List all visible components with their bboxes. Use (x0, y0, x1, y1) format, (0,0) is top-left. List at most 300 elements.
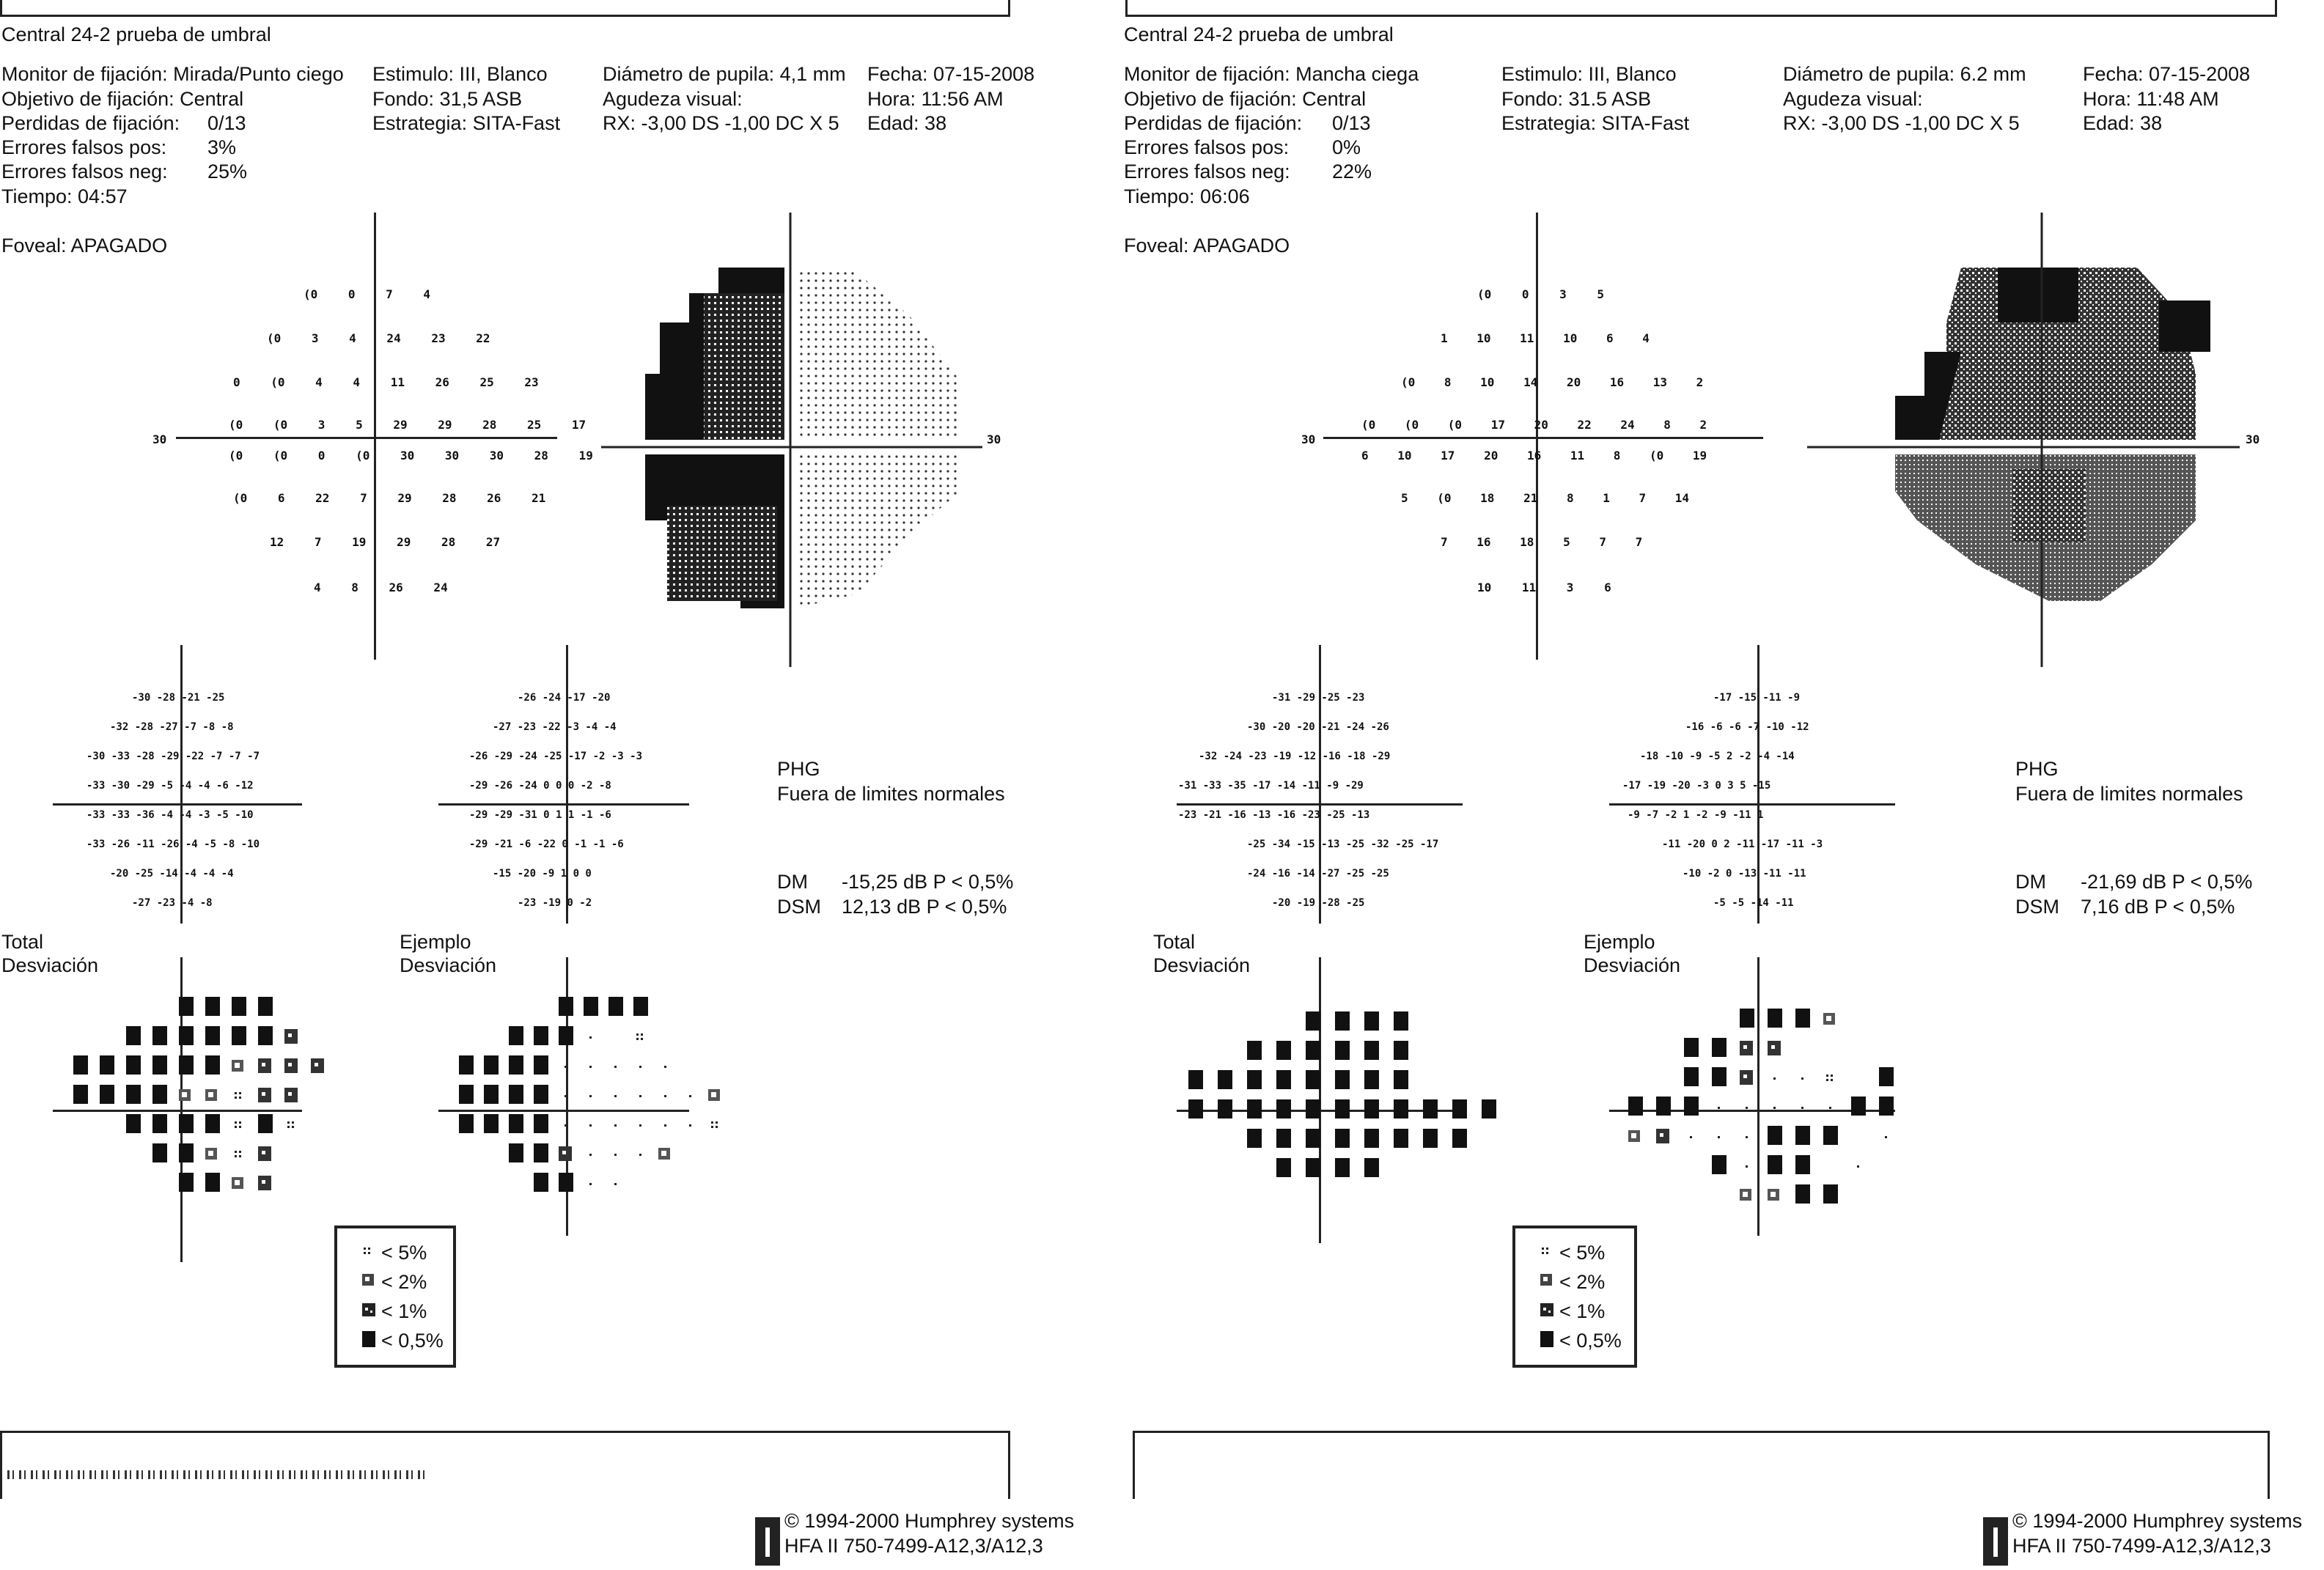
dm-label: DM (2015, 871, 2046, 893)
probability-symbol (689, 1124, 691, 1127)
probability-symbol (1746, 1136, 1748, 1138)
probability-symbol (509, 1114, 523, 1133)
right-report (1124, 0, 2324, 1570)
probability-symbol (658, 1148, 670, 1160)
total-dev-row: -30 -33 -28 -29 -22 -7 -7 -7 (87, 751, 260, 762)
probability-symbol (639, 1154, 641, 1156)
legend-symbols (1540, 1245, 1556, 1355)
probability-symbol (1795, 1155, 1810, 1174)
legend-symbol-2pct (362, 1274, 374, 1286)
probability-symbol (235, 1151, 241, 1157)
rx: RX: -3,00 DS -1,00 DC X 5 (1783, 112, 2020, 134)
bottom-frame (1133, 1431, 2270, 1499)
probability-symbol (639, 1095, 641, 1097)
threshold-row: 12 7 19 29 28 27 (270, 535, 501, 549)
probability-symbol (1823, 1184, 1838, 1204)
signature-scribble (7, 1470, 425, 1479)
total-dev-label: Desviación (1153, 954, 1251, 976)
probability-symbol (205, 997, 220, 1016)
threshold-row: (0 6 22 7 29 28 26 21 (233, 491, 546, 505)
probability-symbol (205, 1026, 220, 1045)
model-number: HFA II 750-7499-A12,3/A12,3 (784, 1535, 1043, 1557)
pattern-dev-label: Desviación (1584, 954, 1681, 976)
dsm-label: DSM (777, 896, 821, 918)
test-duration: Tiempo: 06:06 (1124, 185, 1250, 207)
probability-symbol (1306, 1041, 1320, 1060)
probability-symbol (509, 1055, 523, 1075)
probability-symbol (509, 1026, 523, 1045)
probability-symbol (126, 1085, 141, 1104)
probability-symbol (614, 1183, 617, 1185)
phg-result: Fuera de limites normales (2015, 783, 2243, 805)
probability-symbol (1394, 1129, 1408, 1148)
probability-symbol (1306, 1070, 1320, 1089)
threshold-row: (0 3 4 24 23 22 (267, 331, 490, 345)
legend-05pct: < 0,5% (1559, 1330, 1622, 1352)
legend-2pct: < 2% (1559, 1271, 1606, 1293)
axis-30-label: 30 (2246, 432, 2260, 446)
probability-symbol (1394, 1099, 1408, 1118)
probability-symbol (179, 1089, 191, 1101)
probability-symbol (459, 1114, 474, 1133)
pattern-deviation-probability-plot (1628, 1009, 1907, 1243)
probability-symbol (708, 1089, 720, 1101)
visual-acuity: Agudeza visual: (1783, 88, 1923, 110)
fixation-target: Objetivo de fijación: Central (1124, 88, 1367, 110)
probability-symbol (284, 1029, 298, 1044)
legend-symbols (362, 1245, 378, 1355)
probability-symbol (1879, 1097, 1894, 1116)
pattern-deviation-probability-plot (459, 997, 708, 1231)
fixation-losses-label: Perdidas de fijación: (1124, 112, 1303, 134)
probability-symbol (1276, 1041, 1291, 1060)
probability-symbol (287, 1121, 294, 1128)
pattern-dev-row: -17 -15 -11 -9 (1713, 692, 1801, 704)
foveal-status: Foveal: APAGADO (1124, 235, 1290, 257)
total-dev-row: -27 -23 -4 -8 (132, 897, 213, 909)
probability-symbol (1712, 1067, 1727, 1086)
axis-30-label: 30 (987, 432, 1001, 446)
probability-symbol (232, 1026, 246, 1045)
probability-symbol (534, 1173, 548, 1192)
probability-symbol (534, 1114, 548, 1133)
total-dev-row: -31 -29 -25 -23 (1272, 692, 1365, 704)
probability-symbol (1394, 1041, 1408, 1060)
threshold-row: (0 (0 0 (0 30 30 30 28 19 (229, 449, 593, 462)
rx: RX: -3,00 DS -1,00 DC X 5 (603, 112, 839, 134)
probability-symbol (1795, 1184, 1810, 1204)
background: Fondo: 31,5 ASB (372, 88, 523, 110)
probability-symbol (534, 1143, 548, 1162)
copyright: © 1994-2000 Humphrey systems (2012, 1510, 2303, 1532)
probability-symbol (1482, 1099, 1496, 1118)
dsm-label: DSM (2015, 896, 2059, 918)
dm-value: -15,25 dB P < 0,5% (842, 871, 1014, 893)
legend-05pct: < 0,5% (381, 1330, 444, 1352)
probability-symbol (1768, 1041, 1781, 1055)
fixation-losses-label: Perdidas de fijación: (1, 112, 180, 134)
probability-symbol (1768, 1126, 1782, 1145)
threshold-row: 1 10 11 10 6 4 (1441, 331, 1650, 345)
dsm-value: 12,13 dB P < 0,5% (842, 896, 1007, 918)
probability-symbol (608, 997, 623, 1016)
pattern-dev-row: -16 -6 -6 -7 -10 -12 (1685, 721, 1809, 733)
false-neg-value: 22% (1332, 161, 1372, 183)
time: Hora: 11:56 AM (867, 88, 1004, 110)
total-dev-row: -33 -26 -11 -26 -4 -5 -8 -10 (87, 839, 260, 850)
probability-symbol (1335, 1041, 1350, 1060)
probability-symbol (205, 1055, 220, 1075)
total-deviation-probability-plot (73, 997, 323, 1231)
pattern-dev-row: -29 -29 -31 0 1 1 -1 -6 (469, 809, 611, 821)
pattern-dev-row: -29 -21 -6 -22 0 -1 -1 -6 (469, 839, 624, 850)
total-label: Total (1, 931, 44, 953)
total-dev-row: -24 -16 -14 -27 -25 -25 (1247, 868, 1389, 880)
stimulus: Estimulo: III, Blanco (1501, 63, 1677, 85)
probability-symbol (664, 1066, 666, 1068)
age: Edad: 38 (2083, 112, 2163, 134)
probability-symbol (633, 997, 648, 1016)
probability-symbol (232, 1060, 243, 1072)
test-duration: Tiempo: 04:57 (1, 185, 128, 207)
probability-symbol (509, 1085, 523, 1104)
false-pos-label: Errores falsos pos: (1124, 136, 1290, 158)
probability-symbol (179, 1055, 194, 1075)
age: Edad: 38 (867, 112, 947, 134)
probability-symbol (1684, 1038, 1699, 1057)
probability-symbol (1335, 1070, 1350, 1089)
probability-symbol (1746, 1165, 1748, 1168)
total-dev-row: -20 -25 -14 -4 -4 -4 (110, 868, 234, 880)
probability-symbol (1276, 1070, 1291, 1089)
pattern-label: Ejemplo (400, 931, 471, 953)
probability-symbol (459, 1085, 474, 1104)
probability-symbol (232, 997, 246, 1016)
legend-symbol-2pct (1540, 1274, 1552, 1286)
probability-symbol (1879, 1067, 1894, 1086)
fixation-losses-value: 0/13 (1332, 112, 1371, 134)
pattern-dev-row: -15 -20 -9 1 0 0 (493, 868, 592, 880)
probability-symbol (614, 1154, 617, 1156)
probability-symbol (484, 1055, 499, 1075)
probability-symbol (1306, 1011, 1320, 1031)
threshold-row: 10 11 3 6 (1477, 581, 1611, 594)
probability-symbol (1740, 1070, 1753, 1085)
bottom-frame (0, 1431, 1010, 1499)
pattern-dev-row: -5 -5 -14 -11 (1713, 897, 1794, 909)
probability-symbol (1823, 1126, 1838, 1145)
legend-1pct: < 1% (381, 1300, 427, 1322)
probability-symbol (1335, 1158, 1350, 1177)
probability-symbol (1684, 1067, 1699, 1086)
probability-symbol (205, 1148, 217, 1160)
probability-symbol (1364, 1011, 1379, 1031)
pattern-dev-x-axis (1609, 803, 1895, 806)
probability-symbol (1247, 1070, 1262, 1089)
probability-symbol (1795, 1126, 1810, 1145)
probability-symbol (1364, 1041, 1379, 1060)
probability-symbol (1801, 1107, 1803, 1109)
false-pos-value: 0% (1332, 136, 1361, 158)
dm-label: DM (777, 871, 808, 893)
probability-symbol (1773, 1107, 1776, 1109)
probability-symbol (205, 1114, 220, 1133)
probability-symbol (589, 1066, 592, 1068)
total-dev-row: -30 -20 -20 -21 -24 -26 (1247, 721, 1389, 733)
probability-symbol (1718, 1136, 1720, 1138)
fixation-monitor: Monitor de fijación: Mirada/Punto ciego (1, 63, 344, 85)
probability-symbol (152, 1085, 167, 1104)
false-pos-label: Errores falsos pos: (1, 136, 167, 158)
false-neg-label: Errores falsos neg: (1124, 161, 1290, 183)
probability-symbol (484, 1085, 499, 1104)
total-dev-label: Desviación (1, 954, 99, 976)
probability-symbol (126, 1055, 141, 1075)
pattern-label: Ejemplo (1584, 931, 1655, 953)
probability-symbol (126, 1026, 141, 1045)
axis-30-label: 30 (152, 432, 167, 446)
probability-symbol (1795, 1009, 1810, 1028)
probability-symbol (152, 1143, 167, 1162)
probability-symbol (689, 1095, 691, 1097)
top-frame (0, 0, 1010, 17)
probability-symbol (1768, 1155, 1782, 1174)
probability-symbol (559, 1173, 573, 1192)
pattern-dev-row: -9 -7 -2 1 -2 -9 -11 1 (1628, 809, 1764, 821)
probability-legend (1512, 1226, 1637, 1368)
dsm-value: 7,16 dB P < 0,5% (2081, 896, 2235, 918)
total-dev-row: -20 -19 -28 -25 (1272, 897, 1365, 909)
probability-symbol (1276, 1158, 1291, 1177)
pattern-dev-row: -18 -10 -9 -5 2 -2 -4 -14 (1640, 751, 1795, 762)
legend-5pct: < 5% (1559, 1242, 1606, 1264)
probability-symbol (1364, 1099, 1379, 1118)
probability-symbol (1364, 1158, 1379, 1177)
probability-symbol (565, 1095, 567, 1097)
total-dev-row: -32 -28 -27 -7 -8 -8 (110, 721, 234, 733)
probability-symbol (1885, 1136, 1887, 1138)
probability-symbol (1628, 1097, 1643, 1116)
probability-symbol (1306, 1158, 1320, 1177)
pupil-diameter: Diámetro de pupila: 6.2 mm (1783, 63, 2026, 85)
probability-symbol (1247, 1129, 1262, 1148)
probability-symbol (1188, 1099, 1203, 1118)
strategy: Estrategia: SITA-Fast (1501, 112, 1690, 134)
probability-symbol (1773, 1077, 1776, 1080)
threshold-x-axis (176, 437, 557, 439)
probability-symbol (484, 1114, 499, 1133)
probability-symbol (179, 1114, 194, 1133)
pattern-dev-label: Desviación (400, 954, 497, 976)
probability-symbol (1188, 1070, 1203, 1089)
threshold-row: (0 (0 3 5 29 29 28 25 17 (229, 418, 586, 432)
probability-symbol (73, 1085, 88, 1104)
probability-symbol (258, 1088, 271, 1102)
threshold-row: (0 8 10 14 20 16 13 2 (1401, 375, 1704, 389)
probability-symbol (459, 1055, 474, 1075)
probability-symbol (152, 1026, 167, 1045)
probability-symbol (258, 1026, 273, 1045)
pattern-dev-row: -29 -26 -24 0 0 0 -2 -8 (469, 780, 611, 792)
probability-symbol (589, 1036, 592, 1039)
probability-symbol (589, 1183, 592, 1185)
date: Fecha: 07-15-2008 (867, 63, 1035, 85)
probability-symbol (639, 1124, 641, 1127)
probability-symbol (1218, 1070, 1232, 1089)
probability-symbol (614, 1095, 617, 1097)
pattern-dev-row: -23 -19 0 -2 (518, 897, 592, 909)
probability-symbol (1740, 1189, 1751, 1201)
top-frame (1125, 0, 2277, 17)
test-title: Central 24-2 prueba de umbral (1, 23, 271, 45)
probability-symbol (284, 1058, 298, 1073)
dm-value: -21,69 dB P < 0,5% (2081, 871, 2253, 893)
fixation-monitor: Monitor de fijación: Mancha ciega (1124, 63, 1419, 85)
probability-symbol (179, 997, 194, 1016)
pattern-dev-row: -26 -24 -17 -20 (518, 692, 611, 704)
test-title: Central 24-2 prueba de umbral (1124, 23, 1394, 45)
pattern-dev-row: -10 -2 0 -13 -11 -11 (1683, 868, 1806, 880)
legend-symbol-1pct (362, 1303, 375, 1316)
probability-symbol (73, 1055, 88, 1075)
false-neg-value: 25% (207, 161, 248, 183)
date: Fecha: 07-15-2008 (2083, 63, 2251, 85)
probability-symbol (589, 1095, 592, 1097)
probability-symbol (1768, 1009, 1782, 1028)
model-number: HFA II 750-7499-A12,3/A12,3 (2012, 1535, 2271, 1557)
legend-symbol-05pct (1540, 1331, 1553, 1347)
false-neg-label: Errores falsos neg: (1, 161, 168, 183)
probability-symbol (1394, 1070, 1408, 1089)
threshold-row: (0 0 3 5 (1477, 287, 1605, 301)
probability-symbol (126, 1114, 141, 1133)
probability-symbol (258, 1114, 273, 1133)
probability-symbol (1276, 1099, 1291, 1118)
phg-label: PHG (777, 758, 820, 780)
copyright: © 1994-2000 Humphrey systems (784, 1510, 1075, 1532)
stimulus: Estimulo: III, Blanco (372, 63, 548, 85)
background: Fondo: 31.5 ASB (1501, 88, 1652, 110)
pattern-dev-row: -17 -19 -20 -3 0 3 5 -15 (1622, 780, 1771, 792)
probability-symbol (1801, 1077, 1803, 1080)
total-deviation-probability-plot (1188, 1011, 1467, 1231)
humphrey-logo (755, 1517, 780, 1566)
probability-symbol (664, 1124, 666, 1127)
probability-symbol (100, 1055, 114, 1075)
probability-symbol (565, 1066, 567, 1068)
total-dev-row: -33 -30 -29 -5 -4 -4 -6 -12 (87, 780, 254, 792)
probability-symbol (311, 1058, 324, 1073)
pattern-dev-row: -26 -29 -24 -25 -17 -2 -3 -3 (469, 751, 643, 762)
phg-result: Fuera de limites normales (777, 783, 1005, 805)
probability-symbol (1712, 1038, 1727, 1057)
threshold-row: 0 (0 4 4 11 26 25 23 (233, 375, 539, 389)
probability-symbol (258, 1176, 271, 1190)
legend-1pct: < 1% (1559, 1300, 1606, 1322)
probability-legend (334, 1226, 456, 1368)
total-dev-row: -33 -33 -36 -4 -4 -3 -5 -10 (87, 809, 254, 821)
threshold-row: 4 8 26 24 (314, 581, 448, 594)
total-dev-x-axis (53, 803, 302, 806)
total-dev-row: -25 -34 -15 -13 -25 -32 -25 -17 (1247, 839, 1439, 850)
threshold-row: 6 10 17 20 16 11 8 (0 19 (1361, 449, 1707, 462)
legend-2pct: < 2% (381, 1271, 427, 1293)
total-label: Total (1153, 931, 1196, 953)
probability-symbol (1394, 1011, 1408, 1031)
time: Hora: 11:48 AM (2083, 88, 2219, 110)
probability-symbol (1335, 1099, 1350, 1118)
probability-symbol (258, 997, 273, 1016)
probability-symbol (179, 1173, 194, 1192)
probability-symbol (1656, 1097, 1671, 1116)
threshold-row: 5 (0 18 21 8 1 7 14 (1401, 491, 1690, 505)
total-dev-row: -30 -28 -21 -25 (132, 692, 225, 704)
probability-symbol (1247, 1099, 1262, 1118)
visual-acuity: Agudeza visual: (603, 88, 743, 110)
probability-symbol (1718, 1107, 1720, 1109)
probability-symbol (509, 1143, 523, 1162)
legend-symbol-5pct (1542, 1247, 1548, 1254)
probability-symbol (152, 1114, 167, 1133)
fixation-losses-value: 0/13 (207, 112, 246, 134)
probability-symbol (1306, 1099, 1320, 1118)
probability-symbol (1335, 1129, 1350, 1148)
legend-symbol-5pct (364, 1247, 370, 1254)
probability-symbol (1247, 1041, 1262, 1060)
pattern-dev-x-axis (438, 803, 689, 806)
probability-symbol (1690, 1136, 1692, 1138)
fixation-target: Objetivo de fijación: Central (1, 88, 244, 110)
probability-symbol (152, 1055, 167, 1075)
probability-symbol (639, 1066, 641, 1068)
probability-symbol (584, 997, 598, 1016)
axis-30-label: 30 (1301, 432, 1316, 446)
probability-symbol (534, 1026, 548, 1045)
probability-symbol (534, 1055, 548, 1075)
probability-symbol (235, 1092, 241, 1099)
probability-symbol (1823, 1013, 1835, 1025)
probability-symbol (1826, 1075, 1833, 1081)
probability-symbol (258, 1058, 271, 1073)
probability-symbol (1218, 1099, 1232, 1118)
probability-symbol (100, 1085, 114, 1104)
probability-symbol (559, 997, 573, 1016)
probability-symbol (614, 1124, 617, 1127)
foveal-status: Foveal: APAGADO (1, 235, 168, 257)
threshold-x-axis (1323, 437, 1763, 439)
probability-symbol (534, 1085, 548, 1104)
probability-symbol (205, 1173, 220, 1192)
total-dev-row: -23 -21 -16 -13 -16 -23 -25 -13 (1178, 809, 1370, 821)
probability-symbol (179, 1143, 194, 1162)
probability-symbol (565, 1124, 567, 1127)
probability-symbol (559, 1026, 573, 1045)
probability-symbol (1740, 1041, 1753, 1055)
probability-symbol (1423, 1099, 1438, 1118)
pattern-dev-row: -11 -20 0 2 -11 -17 -11 -3 (1662, 839, 1823, 850)
phg-label: PHG (2015, 758, 2059, 780)
probability-symbol (1684, 1097, 1699, 1116)
probability-symbol (1768, 1189, 1779, 1201)
probability-symbol (664, 1095, 666, 1097)
probability-symbol (1276, 1129, 1291, 1148)
probability-symbol (589, 1154, 592, 1156)
probability-symbol (711, 1121, 718, 1128)
probability-symbol (1851, 1097, 1866, 1116)
probability-symbol (179, 1026, 194, 1045)
legend-5pct: < 5% (381, 1242, 427, 1264)
total-dev-row: -31 -33 -35 -17 -14 -11 -9 -29 (1178, 780, 1364, 792)
